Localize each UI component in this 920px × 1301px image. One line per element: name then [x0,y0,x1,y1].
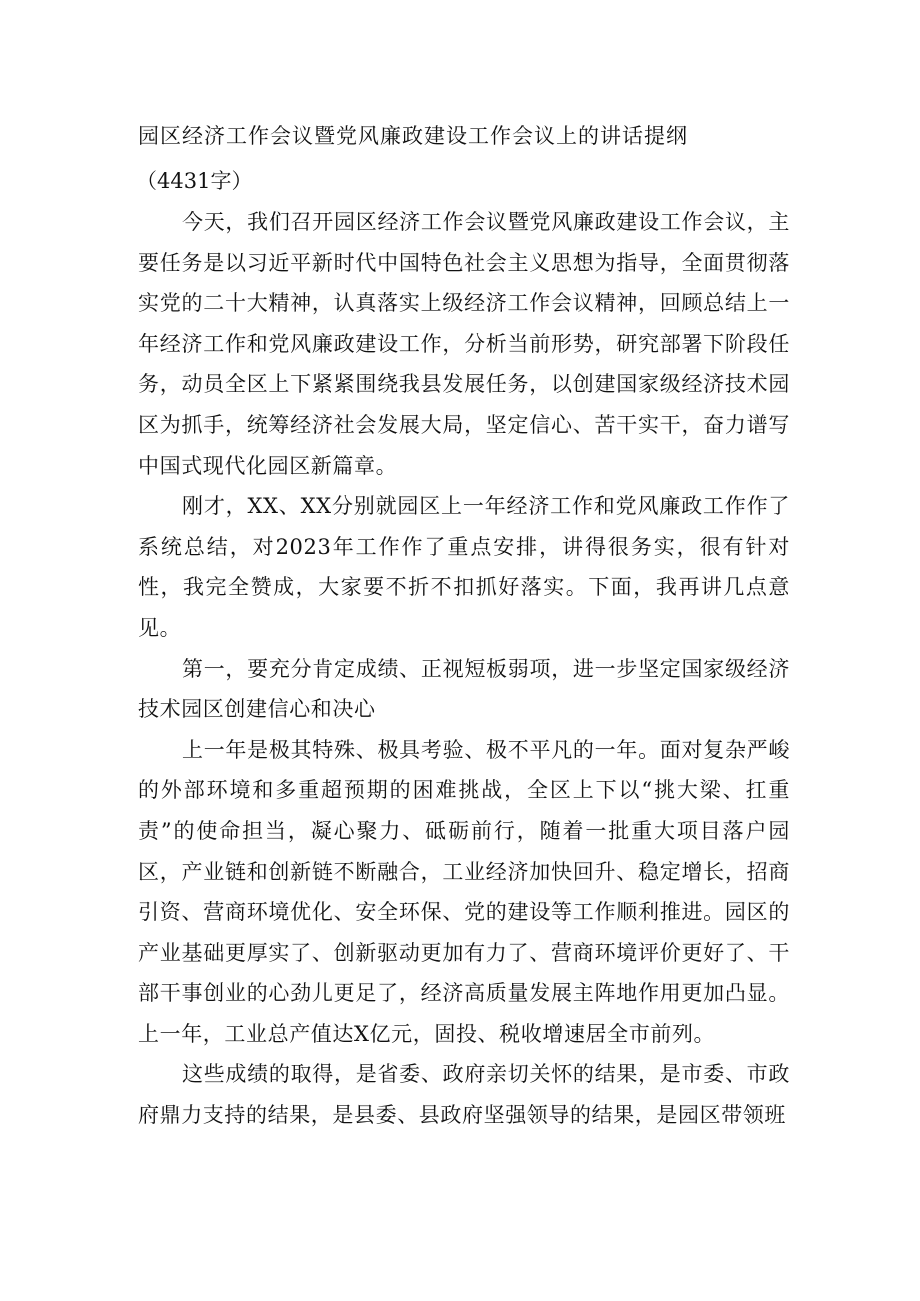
paragraph-achievements: 上一年是极其特殊、极具考验、极不平凡的一年。面对复杂严峻的外部环境和多重超预期的困难挑战，全区上下以“挑大梁、扛重责”的使命担当，凝心聚力、砥砺前行，随着一批重大项目落户园区，产业链和创新链不断融合，工业经济加快回升、稳定增长，招商引资、营商环境优化、安全环保、党的建设等工作顺利推进。园区的产业基础更厚实了、创新驱动更加有力了、营商环境评价更好了、干部干事创业的心劲儿更足了，经济高质量发展主阵地作用更加凸显。上一年，工业总产值达X亿元，固投、税收增速居全市前列。 [138,737,790,1046]
paragraph-opening: 今天，我们召开园区经济工作会议暨党风廉政建设工作会议，主要任务是以习近平新时代中国特色社会主义思想为指导，全面贯彻落实党的二十大精神，认真落实上级经济工作会议精神，回顾总结上一年经济工作和党风廉政建设工作，分析当前形势，研究部署下阶段任务，动员全区上下紧紧围绕我县发展任务，以创建国家级经济技术园区为抓手，统筹经济社会发展大局，坚定信心、苦干实干，奋力谱写中国式现代化园区新篇章。 [138,210,790,478]
paragraph-acknowledgements: 这些成绩的取得，是省委、政府亲切关怀的结果，是市委、市政府鼎力支持的结果，是县委、县政府坚强领导的结果，是园区带领班 [138,1062,790,1128]
paragraph-summary-remarks: 刚才，XX、XX分别就园区上一年经济工作和党风廉政工作作了系统总结，对2023年工作作了重点安排，讲得很务实，很有针对性，我完全赞成，大家要不折不扣抓好落实。下面，我再讲几点意见。 [138,494,790,640]
document-title: 园区经济工作会议暨党风廉政建设工作会议上的讲话提纲 [138,124,688,148]
word-count: （4431字） [136,169,253,193]
section-heading-first: 第一，要充分肯定成绩、正视短板弱项，进一步坚定国家级经济技术园区创建信心和决心 [138,656,790,722]
document-body [138,202,790,1136]
